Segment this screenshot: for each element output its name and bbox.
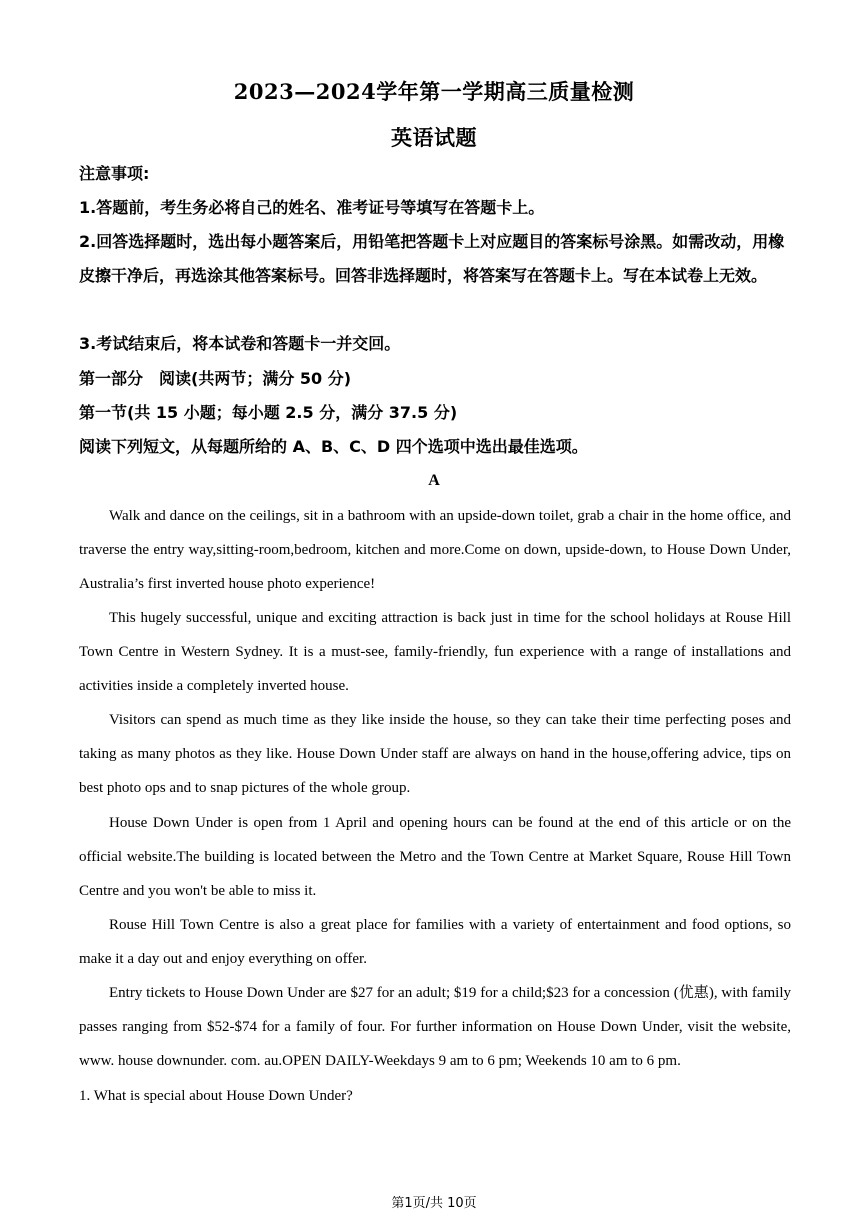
note-item-2: 2.回答选择题时，选出每小题答案后，用铅笔把答题卡上对应题目的答案标号涂黑。如需改动，用橡皮擦干净后，再选涂其他答案标号。回答非选择题时，将答案写在答题卡上。写在本试卷上无效。 — [79, 232, 785, 285]
note-item-1: 1.答题前，考生务必将自己的姓名、准考证号等填写在答题卡上。 — [79, 198, 545, 217]
question-1: 1. What is special about House Down Under? — [79, 1088, 353, 1104]
note-item-3: 3.考试结束后，将本试卷和答题卡一并交回。 — [79, 334, 401, 353]
exam-title: 2023—2024学年第一学期高三质量检测 — [233, 79, 635, 104]
passage-paragraph-6: Entry tickets to House Down Under are $27 for an adult; $19 for a child;$23 for a concession (优惠), with family passes ranging from $52-$74 for a family of four. For further information on House Down Under, visit the website, www. house downunder. com. au.OPEN DAILY-Weekdays 9 am to 6 pm; Weekends 10 am to 6 pm. — [79, 985, 791, 1069]
notes-heading: 注意事项: — [79, 164, 150, 183]
page-number: 第1页/共 10页 — [391, 1196, 477, 1211]
passage-label: A — [428, 472, 440, 489]
passage-paragraph-2: This hugely successful, unique and exciting attraction is back just in time for the school holidays at Rouse Hill Town Centre in Western Sydney. It is a must-see, family-friendly, fun experience with a range of installations and activities inside a completely inverted house. — [79, 610, 791, 694]
passage-paragraph-1: Walk and dance on the ceilings, sit in a bathroom with an upside-down toilet, grab a chair in the home office, and traverse the entry way,sitting-room,bedroom, kitchen and more.Come on down, upside-down, to House Down Under, Australia’s first inverted house photo experience! — [79, 508, 791, 592]
exam-subtitle: 英语试题 — [391, 125, 477, 150]
passage-paragraph-4: House Down Under is open from 1 April and opening hours can be found at the end of this article or on the official website.The building is located between the Metro and the Town Centre at Market Square, Rouse Hill Town Centre and you won't be able to miss it. — [79, 815, 791, 899]
passage-paragraph-3: Visitors can spend as much time as they like inside the house, so they can take their time perfecting poses and taking as many photos as they like. House Down Under staff are always on hand in the house,offering advice, tips on best photo ops and to snap pictures of the whole group. — [79, 712, 791, 796]
passage-paragraph-5: Rouse Hill Town Centre is also a great place for families with a variety of entertainment and food options, so make it a day out and enjoy everything on offer. — [79, 917, 791, 967]
instruction: 阅读下列短文，从每题所给的 A、B、C、D 四个选项中选出最佳选项。 — [79, 437, 588, 456]
section-title: 第一节(共 15 小题；每小题 2.5 分，满分 37.5 分) — [79, 403, 458, 422]
part-title: 第一部分 阅读(共两节；满分 50 分) — [79, 369, 352, 388]
